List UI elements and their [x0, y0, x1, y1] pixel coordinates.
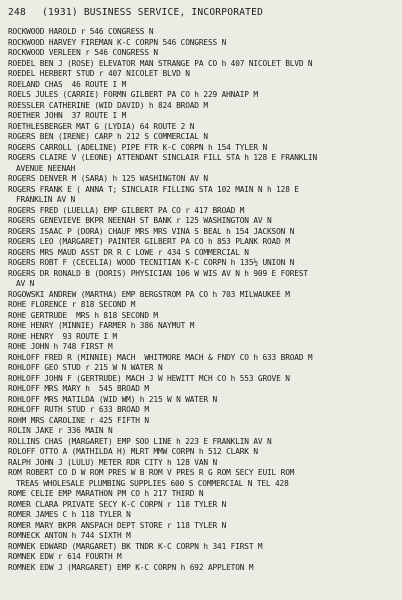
directory-entry: ROCKWOOD VERLEEN r 546 CONGRESS N — [8, 48, 158, 57]
directory-entry-continuation: TREAS WHOLESALE PLUMBING SUPPLIES 600 S COMMERCIAL N TEL 428 — [16, 478, 289, 488]
directory-entry: ROHLOFF MRS MATILDA (WID WM) h 215 W N WATER N — [8, 394, 218, 404]
directory-entry: ROGERS GENEVIEVE BKPR NEENAH ST BANK r 125 WASHINGTON AV N — [8, 216, 272, 225]
directory-entry: ROESSLER CATHERINE (WID DAVID) h 824 BROAD M — [8, 100, 208, 110]
directory-entry: ROLOFF OTTO A (MATHILDA H) MLRT MMW CORPN h 512 CLARK N — [8, 447, 258, 456]
directory-entry: ROHLOFF MRS MARY h 545 BROAD M — [8, 384, 149, 393]
directory-entries — [8, 27, 398, 573]
directory-entry: ROMER CLARA PRIVATE SECY K-C CORPN r 118 TYLER N — [8, 499, 227, 509]
directory-entry: ROHE JOHN h 748 FIRST M — [8, 342, 113, 351]
directory-entry: ROHLOFF RUTH STUD r 633 BROAD M — [8, 405, 149, 414]
directory-entry: ROELAND CHAS 46 ROUTE I M — [8, 79, 127, 89]
directory-entry: ROLLINS CHAS (MARGARET) EMP SOO LINE h 223 E FRANKLIN AV N — [8, 436, 272, 446]
directory-entry: ROMNECK ANTON h 744 SIXTH M — [8, 531, 131, 540]
directory-entry-continuation: FRANKLIN AV N — [16, 195, 76, 204]
page-number: 248 — [8, 7, 26, 18]
directory-entry: ROGERS CARROLL (ADELINE) PIPE FTR K-C CORPN h 154 TYLER N — [8, 142, 268, 152]
directory-entry-continuation: AV N — [16, 279, 35, 288]
directory-entry: ROGERS FRED (LUELLA) EMP GILBERT PA CO r 417 BROAD M — [8, 205, 245, 215]
directory-entry: ROGERS DENVER M (SARA) h 125 WASHINGTON AV N — [8, 174, 208, 183]
directory-entry: ROME CELIE EMP MARATHON PM CO h 217 THIRD N — [8, 489, 204, 498]
directory-entry: ROGERS ROBT F (CECELIA) WOOD TECNITIAN K-C CORPN h 135½ UNION N — [8, 258, 295, 267]
directory-entry: ROHLOFF FRED R (MINNIE) MACH WHITMORE MACH & FNDY CO h 633 BROAD M — [8, 352, 313, 362]
directory-entry: ROMER MARY BKPR ANSPACH DEPT STORE r 118 TYLER N — [8, 520, 227, 530]
directory-entry: ROHE FLORENCE r 818 SECOND M — [8, 300, 136, 309]
directory-entry: ROEDEL BEN J (ROSE) ELEVATOR MAN STRANGE PA CO h 407 NICOLET BLVD N — [8, 58, 313, 68]
directory-entry: ROGERS BEN (IRENE) CARP h 212 S COMMERCIAL N — [8, 132, 208, 141]
directory-entry: ROELS JULES (CARRIE) FORMN GILBERT PA CO h 229 AHNAIP M — [8, 90, 258, 99]
directory-entry: ROCKWOOD HAROLD r 546 CONGRESS N — [8, 27, 154, 36]
directory-entry: ROGERS DR RONALD B (DORIS) PHYSICIAN 106 W WIS AV N h 909 E FOREST — [8, 268, 308, 278]
page-title: (1931) BUSINESS SERVICE, INCORPORATED — [42, 7, 264, 18]
directory-entry: ROHLOFF GEO STUD r 215 W N WATER N — [8, 363, 163, 372]
directory-entry: ROETHLESBERGER MAT G (LYDIA) 64 ROUTE 2 N — [8, 121, 195, 131]
directory-entry: ROHM MRS CAROLINE r 425 FIFTH N — [8, 415, 149, 425]
directory-entry: ROGOWSKI ANDREW (MARTHA) EMP BERGSTROM PA CO h 703 MILWAUKEE M — [8, 289, 290, 299]
directory-entry: ROHE GERTRUDE MRS h 818 SECOND M — [8, 310, 158, 320]
directory-entry: ROETHER JOHN 37 ROUTE I M — [8, 111, 127, 120]
directory-entry: ROGERS CLAIRE V (LEONE) ATTENDANT SINCLAIR FILL STA h 128 E FRANKLIN — [8, 153, 318, 162]
directory-entry: ROCKWOOD HARVEY FIREMAN K-C CORPN 546 CONGRESS N — [8, 37, 227, 47]
directory-entry: ROGERS LEO (MARGARET) PAINTER GILBERT PA CO h 853 PLANK ROAD M — [8, 237, 290, 246]
directory-entry: ROGERS MRS MAUD ASST DR R C LOWE r 434 S COMMERCIAL N — [8, 247, 249, 257]
directory-entry: ROLIN JAKE r 336 MAIN N — [8, 426, 113, 435]
directory-entry: ROHE HENRY 93 ROUTE I M — [8, 331, 118, 341]
directory-entry: ROM ROBERT CO D W ROM PRES W B ROM V PRES R G ROM SECY EUIL ROM — [8, 468, 295, 477]
directory-entry: ROGERS FRANK E ( ANNA T; SINCLAIR FILLING STA 102 MAIN N h 128 E — [8, 184, 299, 194]
directory-entry: ROMNEK EDW J (MARGARET) EMP K-C CORPN h 692 APPLETON M — [8, 562, 254, 572]
directory-entry: ROMER JAMES C h 118 TYLER N — [8, 510, 131, 519]
directory-entry: ROMNEK EDWARD (MARGARET) BK TNDR K-C CORPN h 341 FIRST M — [8, 541, 263, 551]
directory-entry: ROGERS ISAAC P (DORA) CHAUF MRS MRS VINA S BEAL h 154 JACKSON N — [8, 226, 295, 236]
directory-entry: ROEDEL HERBERT STUD r 407 NICOLET BLVD N — [8, 69, 190, 78]
directory-entry: ROMNEK EDW r 614 FOURTH M — [8, 552, 122, 561]
directory-entry: ROHLOFF JOHN F (GERTRUDE) MACH J W HEWITT MCH CO h 553 GROVE N — [8, 373, 290, 383]
directory-entry-continuation: AVENUE NEENAH — [16, 163, 76, 173]
directory-entry: ROHE HENRY (MINNIE) FARMER h 386 NAYMUT M — [8, 321, 195, 330]
directory-entry: RALPH JOHN J (LULU) METER RDR CITY h 128 VAN N — [8, 457, 218, 467]
page-header — [8, 6, 398, 19]
